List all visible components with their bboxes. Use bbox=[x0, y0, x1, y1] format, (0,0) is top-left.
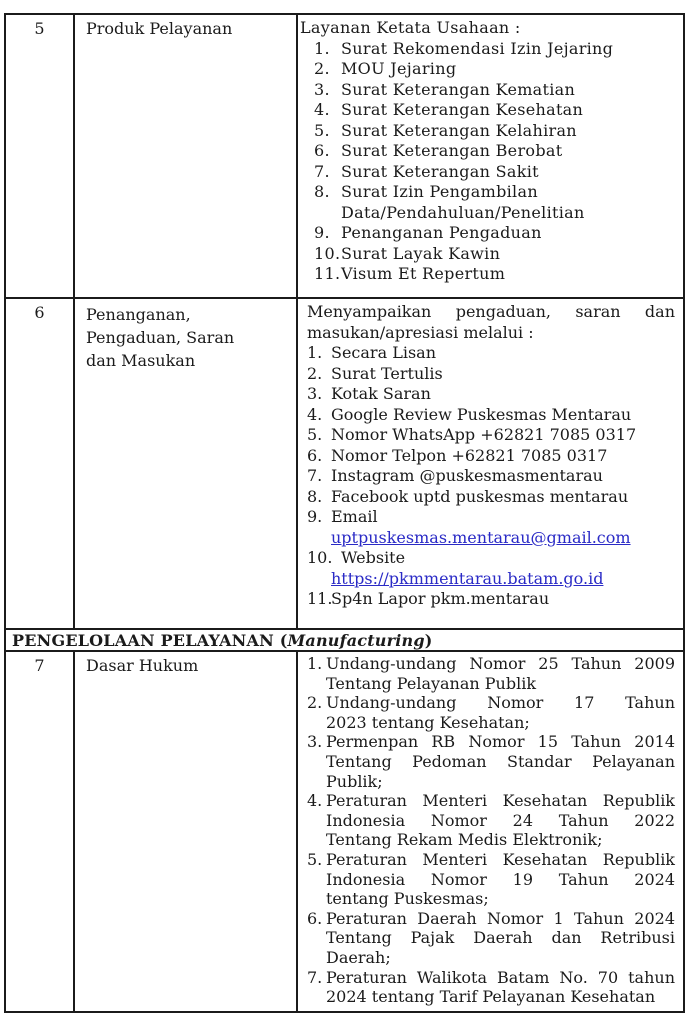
row-label-cell bbox=[75, 652, 298, 1011]
item-number: 5. bbox=[314, 120, 330, 140]
row-label-cell bbox=[75, 299, 298, 628]
content-intro: Layanan Ketata Usahaan : bbox=[300, 18, 521, 37]
item-text: tentang Puskesmas; bbox=[326, 889, 489, 909]
row-number-cell: 7 bbox=[6, 652, 75, 1011]
list-item bbox=[298, 384, 675, 405]
item-text: Undang-undang Nomor 17 Tahun bbox=[326, 693, 675, 713]
list-item bbox=[298, 909, 675, 968]
item-text: Facebook uptd puskesmas mentarau bbox=[331, 486, 629, 506]
item-text: Tentang Pedoman Standar Pelayanan bbox=[326, 751, 675, 771]
list-item bbox=[298, 121, 675, 142]
section-header bbox=[6, 630, 683, 652]
item-number: 1. bbox=[314, 38, 330, 58]
item-number: 6. bbox=[307, 908, 323, 928]
row-content-cell bbox=[298, 15, 683, 297]
item-text: Penanganan Pengaduan bbox=[341, 223, 542, 242]
item-text: Peraturan Menteri Kesehatan Republik bbox=[326, 849, 675, 869]
item-text: Tentang Pelayanan Publik bbox=[326, 673, 537, 693]
item-text: Email bbox=[331, 507, 378, 526]
item-number: 8. bbox=[314, 182, 330, 201]
list-item bbox=[298, 850, 675, 909]
item-number: 10. bbox=[314, 243, 341, 263]
item-text: Nomor WhatsApp +62821 7085 0317 bbox=[331, 425, 637, 444]
item-text: Google Review Puskesmas Mentarau bbox=[331, 404, 632, 424]
list-item bbox=[298, 182, 675, 223]
content-intro: Menyampaikan pengaduan, saran dan bbox=[307, 302, 675, 321]
item-text: Surat Layak Kawin bbox=[341, 243, 501, 263]
item-number: 10. bbox=[307, 548, 333, 567]
item-number: 4. bbox=[307, 404, 323, 424]
email-link-line bbox=[331, 528, 675, 549]
item-text: Surat Keterangan Kematian bbox=[341, 79, 576, 99]
item-text: Peraturan Walikota Batam No. 70 tahun bbox=[326, 967, 675, 987]
item-text: Surat Rekomendasi Izin Jejaring bbox=[341, 38, 614, 58]
row-label: Produk Pelayanan bbox=[86, 19, 233, 38]
section-header-italic: Manufacturing bbox=[287, 631, 425, 650]
list-item bbox=[298, 405, 675, 426]
item-number: 8. bbox=[307, 486, 323, 506]
table-row bbox=[6, 652, 683, 1011]
item-text: Surat Keterangan Berobat bbox=[341, 141, 563, 160]
item-number: 6. bbox=[307, 445, 323, 465]
item-number: 4. bbox=[307, 791, 323, 811]
row-number-cell: 6 bbox=[6, 299, 75, 628]
list-item bbox=[298, 264, 675, 285]
item-number: 3. bbox=[314, 79, 330, 99]
list-item bbox=[298, 141, 675, 162]
item-text: 2023 tentang Kesehatan; bbox=[326, 712, 530, 732]
item-number: 6. bbox=[314, 141, 330, 160]
item-number: 3. bbox=[307, 732, 323, 752]
item-number: 7. bbox=[307, 466, 323, 485]
list-item bbox=[298, 364, 675, 385]
item-number: 2. bbox=[307, 363, 323, 383]
item-number: 1. bbox=[307, 343, 323, 362]
item-text: MOU Jejaring bbox=[341, 59, 457, 78]
item-number: 11. bbox=[307, 589, 333, 608]
item-text: Indonesia Nomor 19 Tahun 2024 bbox=[326, 869, 675, 889]
item-text: Surat Izin Pengambilan bbox=[341, 182, 538, 201]
list-item bbox=[298, 548, 675, 569]
item-text: Permenpan RB Nomor 15 Tahun 2014 bbox=[326, 732, 675, 752]
item-text: Sp4n Lapor pkm.mentarau bbox=[331, 589, 550, 608]
item-text: Peraturan Menteri Kesehatan Republik bbox=[326, 791, 675, 811]
list-item bbox=[298, 693, 675, 732]
item-number: 3. bbox=[307, 384, 323, 403]
list-item bbox=[298, 39, 675, 60]
table-row bbox=[6, 15, 683, 299]
item-text: Kotak Saran bbox=[331, 384, 431, 403]
section-header-suffix: ) bbox=[424, 631, 433, 650]
item-number: 1. bbox=[307, 654, 323, 673]
list-item bbox=[298, 507, 675, 528]
row-number-cell: 5 bbox=[6, 15, 75, 297]
list-item bbox=[298, 791, 675, 850]
list-item bbox=[298, 343, 675, 364]
list-item bbox=[298, 589, 675, 610]
item-text: Visum Et Repertum bbox=[341, 264, 506, 283]
item-text: Data/Pendahuluan/Penelitian bbox=[341, 202, 585, 222]
list-item bbox=[298, 425, 675, 446]
list-item bbox=[298, 100, 675, 121]
list-item bbox=[298, 223, 675, 244]
item-number: 9. bbox=[314, 223, 330, 242]
item-text: Instagram @puskesmasmentarau bbox=[331, 466, 603, 485]
item-number: 11. bbox=[314, 264, 341, 283]
row-label: Penanganan, bbox=[86, 305, 191, 324]
item-text: Peraturan Daerah Nomor 1 Tahun 2024 bbox=[326, 908, 675, 928]
item-number: 9. bbox=[307, 507, 323, 526]
list-item bbox=[298, 466, 675, 487]
row-label-cell bbox=[75, 15, 298, 297]
item-text: Secara Lisan bbox=[331, 343, 436, 362]
list-item bbox=[298, 487, 675, 508]
item-number: 2. bbox=[307, 693, 323, 713]
item-number: 5. bbox=[307, 425, 323, 444]
list-item bbox=[298, 162, 675, 183]
item-text: Nomor Telpon +62821 7085 0317 bbox=[331, 445, 608, 465]
item-text: Undang-undang Nomor 25 Tahun 2009 bbox=[326, 654, 675, 673]
row-content-cell bbox=[298, 299, 683, 628]
item-number: 2. bbox=[314, 59, 330, 78]
item-text: Website bbox=[341, 548, 406, 567]
item-text: Surat Keterangan Sakit bbox=[341, 161, 539, 181]
item-text: 2024 tentang Tarif Pelayanan Kesehatan bbox=[326, 987, 656, 1007]
website-link-line bbox=[331, 569, 675, 590]
row-label: Dasar Hukum bbox=[86, 656, 199, 675]
list-item bbox=[298, 654, 675, 693]
item-text: Surat Tertulis bbox=[331, 363, 443, 383]
item-number: 4. bbox=[314, 100, 330, 119]
item-text: Tentang Rekam Medis Elektronik; bbox=[326, 830, 603, 850]
section-header-prefix: PENGELOLAAN PELAYANAN ( bbox=[12, 631, 288, 650]
content-intro: masukan/apresiasi melalui : bbox=[307, 322, 534, 342]
item-text: Surat Keterangan Kesehatan bbox=[341, 100, 584, 119]
row-label: dan Masukan bbox=[86, 351, 196, 370]
service-standard-table bbox=[4, 13, 685, 1013]
list-item bbox=[298, 446, 675, 467]
list-item bbox=[298, 80, 675, 101]
item-text: Indonesia Nomor 24 Tahun 2022 bbox=[326, 810, 675, 830]
row-label: Pengaduan, Saran bbox=[86, 328, 235, 347]
list-item bbox=[298, 968, 675, 1007]
website-link[interactable]: https://pkmmentarau.batam.go.id bbox=[331, 568, 604, 588]
item-text: Publik; bbox=[326, 771, 383, 791]
email-link[interactable]: uptpuskesmas.mentarau@gmail.com bbox=[331, 527, 631, 547]
list-item bbox=[298, 732, 675, 791]
item-number: 7. bbox=[314, 161, 330, 181]
list-item bbox=[298, 59, 675, 80]
list-item bbox=[298, 244, 675, 265]
table-row bbox=[6, 299, 683, 630]
item-text: Tentang Pajak Daerah dan Retribusi bbox=[326, 928, 675, 948]
item-number: 5. bbox=[307, 849, 323, 869]
item-text: Surat Keterangan Kelahiran bbox=[341, 120, 577, 140]
item-number: 7. bbox=[307, 967, 323, 987]
item-text: Daerah; bbox=[326, 947, 391, 967]
row-content-cell bbox=[298, 652, 683, 1011]
